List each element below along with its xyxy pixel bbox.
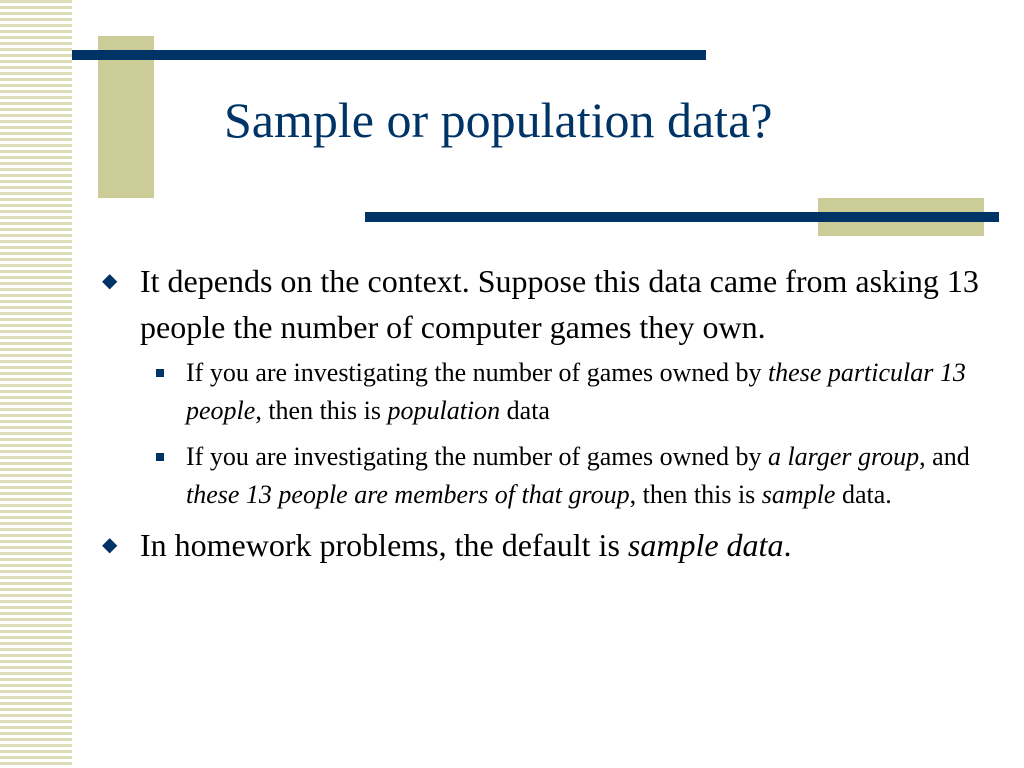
bullet-homework-text: In homework problems, the default is [140, 527, 628, 563]
sub-bullet-population [100, 354, 980, 430]
bullet-context [100, 258, 980, 350]
square-icon [156, 369, 164, 377]
left-stripe-decoration [0, 0, 72, 768]
slide-title: Sample or population data? [224, 92, 773, 148]
sub-bullet-sample-text: data. [835, 480, 892, 509]
square-icon [156, 453, 164, 461]
diamond-icon: ◆ [102, 534, 118, 556]
title-accent-block [98, 36, 154, 198]
population-term: population [387, 396, 501, 425]
sub-bullet-sample-emphasis: these 13 people are members of that group [186, 480, 630, 509]
sub-bullet-sample [100, 438, 980, 514]
sub-bullet-sample-emphasis: a larger group [767, 442, 920, 471]
sub-bullet-population-text: , then this is [255, 396, 388, 425]
bullet-homework-default [100, 522, 980, 568]
bullet-context-text: It depends on the context. Suppose this data came from asking 13 people the number of computer games they own. [140, 263, 979, 345]
sub-bullet-population-text: If you are investigating the number of games owned by [186, 358, 768, 387]
sample-data-term: sample data [627, 527, 784, 563]
sub-bullet-sample-text: , then this is [629, 480, 762, 509]
title-top-rule [72, 50, 706, 60]
sub-bullet-sample-text: If you are investigating the number of games owned by [186, 442, 768, 471]
sub-bullet-population-emphasis: these particular 13 people [186, 358, 966, 425]
sub-bullet-population-text: data [500, 396, 550, 425]
sub-bullet-sample-text: , and [919, 442, 970, 471]
slide-body [100, 258, 980, 568]
title-bottom-rule [365, 212, 999, 222]
sample-term: sample [761, 480, 836, 509]
bullet-homework-text: . [783, 527, 792, 563]
diamond-icon: ◆ [102, 270, 118, 292]
